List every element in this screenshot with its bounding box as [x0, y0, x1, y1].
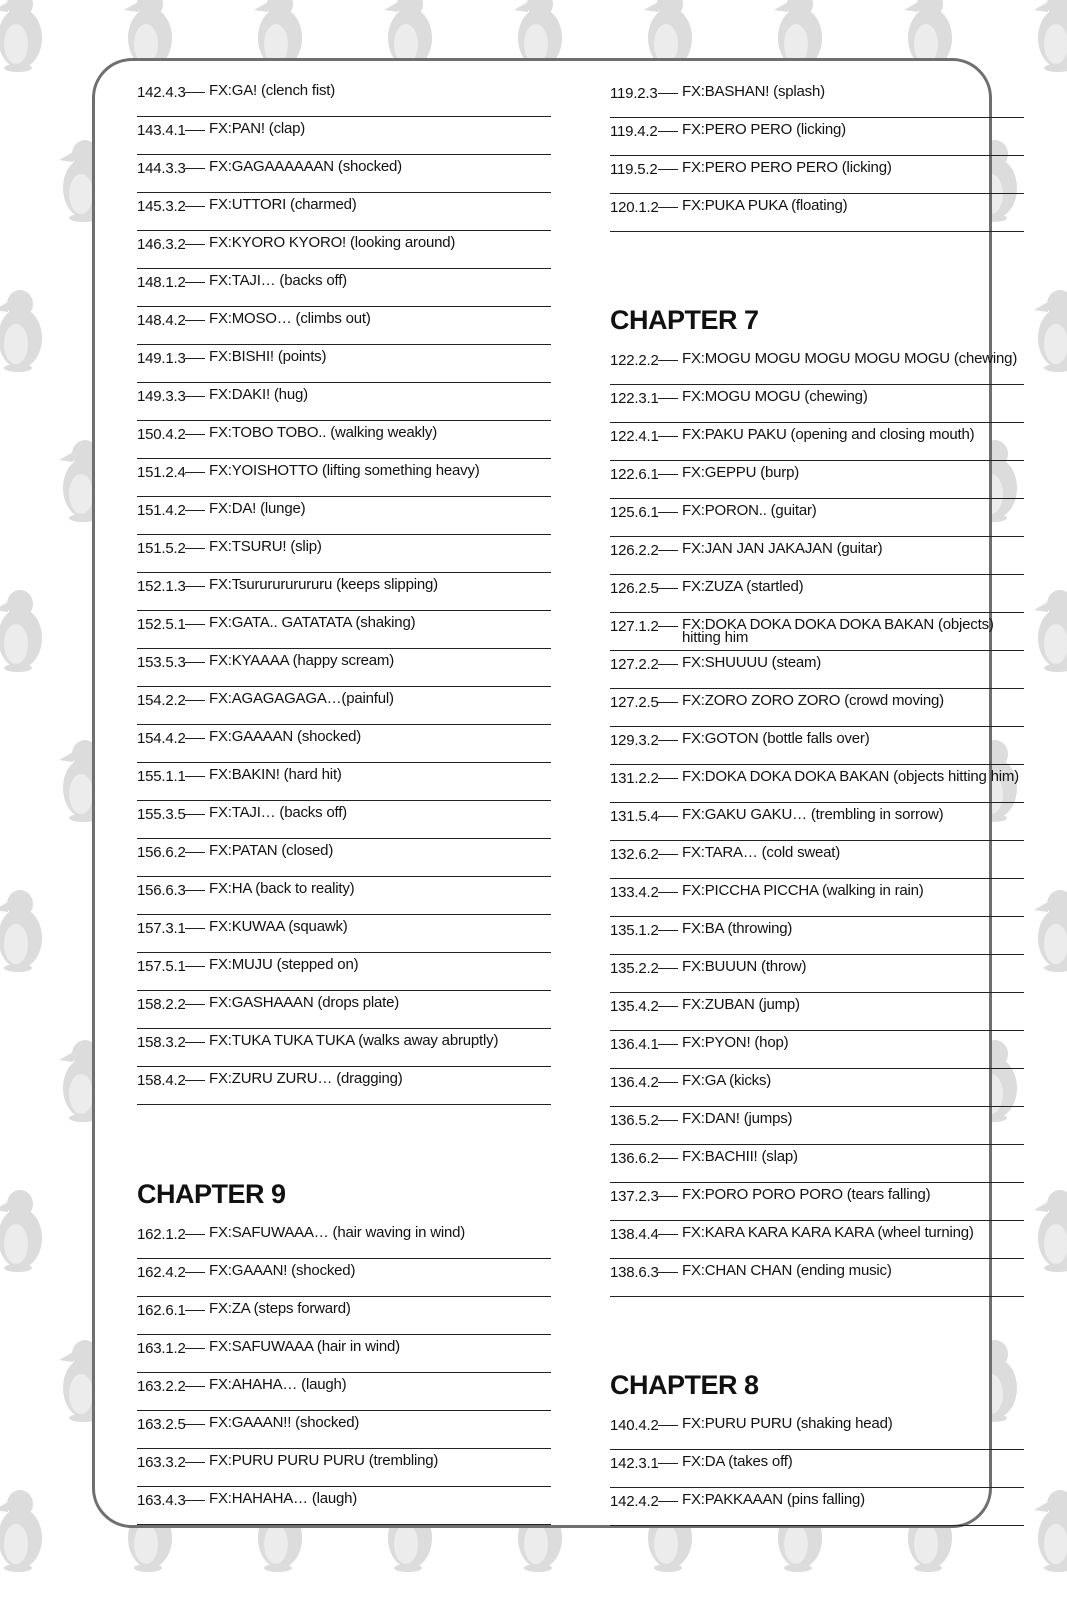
fx-entry [137, 307, 551, 345]
fx-entry [610, 765, 1024, 803]
penguin-silhouette-icon [0, 590, 42, 672]
entry-text: FX:BUUUN (throw) [682, 958, 807, 975]
entry-dash [658, 398, 678, 399]
entry-dash [185, 1310, 205, 1311]
fx-entry [610, 689, 1024, 727]
fx-entry [137, 1411, 551, 1449]
fx-entry [610, 1450, 1024, 1488]
entry-dash [185, 1348, 205, 1349]
fx-list-left-a [137, 79, 551, 1105]
fx-entry [137, 231, 551, 269]
entry-code: 162.4.2 [137, 1264, 186, 1281]
entry-dash [658, 588, 678, 589]
fx-entry [610, 347, 1024, 385]
fx-entry [137, 497, 551, 535]
entry-text: FX:GAKU GAKU… (trembling in sorrow) [682, 806, 944, 823]
entry-code: 154.2.2 [137, 692, 186, 709]
fx-entry [137, 1221, 551, 1259]
entry-code: 150.4.2 [137, 426, 186, 443]
entry-dash [185, 1004, 205, 1005]
entry-text: FX:GAAAAN (shocked) [209, 728, 362, 745]
fx-entry [610, 80, 1024, 118]
fx-entry [610, 613, 1024, 651]
fx-list-chapter-9 [137, 1221, 551, 1525]
entry-code: 144.3.3 [137, 160, 186, 177]
entry-code: 163.2.2 [137, 1378, 186, 1395]
fx-entry [610, 537, 1024, 575]
entry-code: 149.1.3 [137, 350, 186, 367]
penguin-silhouette-icon [1034, 890, 1067, 972]
entry-dash [185, 358, 205, 359]
fx-entry [137, 1029, 551, 1067]
fx-entry [137, 459, 551, 497]
fx-entry [137, 1297, 551, 1335]
entry-dash [185, 852, 205, 853]
entry-text: FX:TAJI… (backs off) [209, 272, 347, 289]
penguin-silhouette-icon [0, 1490, 42, 1572]
entry-code: 152.5.1 [137, 616, 186, 633]
entry-code: 138.6.3 [610, 1264, 659, 1281]
entry-dash [658, 436, 678, 437]
entry-code: 135.1.2 [610, 922, 659, 939]
entry-dash [185, 662, 205, 663]
fx-entry [610, 575, 1024, 613]
entry-text: FX:MUJU (stepped on) [209, 956, 359, 973]
entry-text: FX:PURU PURU PURU (trembling) [209, 1452, 439, 1469]
entry-code: 138.4.4 [610, 1226, 659, 1243]
entry-code: 137.2.3 [610, 1188, 659, 1205]
entry-code: 162.1.2 [137, 1226, 186, 1243]
penguin-silhouette-icon [1034, 1490, 1067, 1572]
entry-code: 163.3.2 [137, 1454, 186, 1471]
entry-text: FX:GAAAN! (shocked) [209, 1262, 356, 1279]
entry-text: FX:Tsururururururu (keeps slipping) [209, 576, 438, 593]
entry-code: 142.4.2 [610, 1493, 659, 1510]
penguin-silhouette-icon [0, 890, 42, 972]
entry-text: FX:ZURU ZURU… (dragging) [209, 1070, 403, 1087]
entry-dash [185, 244, 205, 245]
fx-entry [137, 1067, 551, 1105]
entry-dash [658, 1501, 678, 1502]
entry-dash [185, 700, 205, 701]
entry-code: 158.2.2 [137, 996, 186, 1013]
entry-dash [185, 206, 205, 207]
entry-dash [185, 1500, 205, 1501]
entry-text: FX:DOKA DOKA DOKA BAKAN (objects hitting him) [682, 768, 1019, 785]
entry-text: FX:PYON! (hop) [682, 1034, 789, 1051]
entry-code: 119.2.3 [610, 85, 658, 102]
entry-dash [185, 814, 205, 815]
entry-text: FX:TSURU! (slip) [209, 538, 322, 555]
entry-code: 143.4.1 [137, 122, 186, 139]
entry-dash [658, 930, 678, 931]
entry-code: 127.2.5 [610, 694, 659, 711]
entry-dash [658, 474, 678, 475]
left-column [137, 79, 551, 1525]
entry-text: FX:GA (kicks) [682, 1072, 772, 1089]
entry-dash [658, 740, 678, 741]
entry-code: 125.6.1 [610, 504, 659, 521]
entry-text: FX:GEPPU (burp) [682, 464, 800, 481]
entry-code: 154.4.2 [137, 730, 186, 747]
entry-text: FX:HA (back to reality) [209, 880, 355, 897]
entry-text: FX:TAJI… (backs off) [209, 804, 347, 821]
fx-entry [610, 1221, 1024, 1259]
fx-entry [137, 611, 551, 649]
entry-dash [658, 1006, 678, 1007]
penguin-silhouette-icon [0, 1190, 42, 1272]
fx-entry [610, 1107, 1024, 1145]
entry-dash [658, 1234, 678, 1235]
fx-entry [610, 993, 1024, 1031]
entry-text: FX:DA (takes off) [682, 1453, 793, 1470]
chapter-8-heading: CHAPTER 8 [610, 1370, 759, 1400]
entry-text: FX:UTTORI (charmed) [209, 196, 357, 213]
entry-dash [658, 1463, 678, 1464]
penguin-silhouette-icon [1034, 1190, 1067, 1272]
fx-entry [137, 117, 551, 155]
entry-code: 149.3.3 [137, 388, 186, 405]
entry-text: FX:BAKIN! (hard hit) [209, 766, 342, 783]
entry-code: 158.3.2 [137, 1034, 186, 1051]
entry-text: FX:DAKI! (hug) [209, 386, 308, 403]
entry-text: FX:SAFUWAAA… (hair waving in wind) [209, 1224, 466, 1241]
entry-dash [658, 1044, 678, 1045]
entry-dash [185, 1424, 205, 1425]
entry-text: FX:CHAN CHAN (ending music) [682, 1262, 892, 1279]
entry-dash [185, 1272, 205, 1273]
entry-code: 131.5.4 [610, 808, 659, 825]
penguin-silhouette-icon [0, 0, 42, 72]
entry-dash [658, 131, 678, 132]
entry-code: 133.4.2 [610, 884, 659, 901]
entry-code: 151.5.2 [137, 540, 186, 557]
entry-code: 135.4.2 [610, 998, 659, 1015]
entry-code: 155.1.1 [137, 768, 186, 785]
entry-text: FX:GAAAN!! (shocked) [209, 1414, 360, 1431]
entry-code: 135.2.2 [610, 960, 659, 977]
entry-code: 127.1.2 [610, 618, 659, 635]
entry-text: FX:AHAHA… (laugh) [209, 1376, 347, 1393]
entry-code: 163.4.3 [137, 1492, 186, 1509]
entry-code: 151.4.2 [137, 502, 186, 519]
entry-code: 119.4.2 [610, 123, 658, 140]
entry-text: FX:ZA (steps forward) [209, 1300, 351, 1317]
penguin-silhouette-icon [1034, 0, 1067, 72]
fx-entry [610, 1145, 1024, 1183]
fx-entry [137, 839, 551, 877]
entry-code: 142.3.1 [610, 1455, 659, 1472]
fx-entry [610, 879, 1024, 917]
entry-dash [185, 396, 205, 397]
fx-entry [610, 118, 1024, 156]
fx-entry [610, 651, 1024, 689]
chapter-9-heading: CHAPTER 9 [137, 1179, 286, 1209]
entry-text: FX:PERO PERO (licking) [682, 121, 846, 138]
entry-text: FX:PURU PURU (shaking head) [682, 1415, 893, 1432]
fx-entry [610, 156, 1024, 194]
fx-entry [137, 1259, 551, 1297]
entry-code: 142.4.3 [137, 84, 186, 101]
fx-entry [610, 385, 1024, 423]
entry-code: 126.2.5 [610, 580, 659, 597]
entry-dash [658, 854, 678, 855]
entry-code: 122.6.1 [610, 466, 659, 483]
fx-entry [137, 1449, 551, 1487]
entry-code: 148.1.2 [137, 274, 186, 291]
entry-text: FX:MOSO… (climbs out) [209, 310, 371, 327]
entry-dash [185, 928, 205, 929]
entry-dash [658, 778, 678, 779]
entry-dash [185, 510, 205, 511]
entry-code: 151.2.4 [137, 464, 186, 481]
fx-entry [137, 1373, 551, 1411]
entry-text: FX:BASHAN! (splash) [682, 83, 825, 100]
entry-dash [658, 512, 678, 513]
fx-entry [137, 801, 551, 839]
entry-dash [658, 892, 678, 893]
entry-text: FX:DAN! (jumps) [682, 1110, 793, 1127]
chapter-7-heading: CHAPTER 7 [610, 305, 759, 335]
entry-text: FX:DOKA DOKA DOKA DOKA BAKAN (objects) hitting him [682, 616, 994, 646]
fx-entry [610, 841, 1024, 879]
fx-list-chapter-7 [610, 347, 1024, 1297]
entry-dash [658, 816, 678, 817]
entry-code: 122.3.1 [610, 390, 659, 407]
fx-entry [137, 953, 551, 991]
fx-entry [137, 725, 551, 763]
entry-code: 136.5.2 [610, 1112, 659, 1129]
entry-text: FX:TARA… (cold sweat) [682, 844, 841, 861]
entry-dash [658, 1082, 678, 1083]
fx-entry [137, 763, 551, 801]
entry-code: 146.3.2 [137, 236, 186, 253]
fx-entry [610, 727, 1024, 765]
fx-entry [137, 535, 551, 573]
entry-code: 163.2.5 [137, 1416, 186, 1433]
entry-dash [185, 472, 205, 473]
entry-dash [185, 890, 205, 891]
entry-code: 136.6.2 [610, 1150, 659, 1167]
entry-code: 157.5.1 [137, 958, 186, 975]
entry-text: FX:YOISHOTTO (lifting something heavy) [209, 462, 480, 479]
entry-text: FX:KYORO KYORO! (looking around) [209, 234, 456, 251]
entry-code: 126.2.2 [610, 542, 659, 559]
entry-code: 129.3.2 [610, 732, 659, 749]
entry-dash [185, 1386, 205, 1387]
entry-dash [658, 1158, 678, 1159]
entry-code: 145.3.2 [137, 198, 186, 215]
entry-dash [658, 968, 678, 969]
entry-text: FX:GATA.. GATATATA (shaking) [209, 614, 416, 631]
entry-code: 163.1.2 [137, 1340, 186, 1357]
entry-text: FX:PICCHA PICCHA (walking in rain) [682, 882, 924, 899]
entry-text: FX:SHUUUU (steam) [682, 654, 822, 671]
entry-code: 157.3.1 [137, 920, 186, 937]
entry-dash [185, 966, 205, 967]
fx-entry [137, 991, 551, 1029]
entry-code: 122.2.2 [610, 352, 659, 369]
entry-dash [185, 1462, 205, 1463]
entry-dash [658, 1272, 678, 1273]
fx-entry [137, 649, 551, 687]
entry-text: FX:GAGAAAAAAN (shocked) [209, 158, 402, 175]
entry-dash [185, 1042, 205, 1043]
entry-text: FX:JAN JAN JAKAJAN (guitar) [682, 540, 883, 557]
entry-code: 136.4.2 [610, 1074, 659, 1091]
entry-dash [185, 1234, 205, 1235]
right-column [610, 80, 1024, 1526]
entry-text: FX:AGAGAGAGA…(painful) [209, 690, 394, 707]
fx-entry [610, 803, 1024, 841]
fx-entry [610, 1412, 1024, 1450]
entry-dash [658, 207, 678, 208]
fx-entry [610, 1259, 1024, 1297]
entry-text: FX:GASHAAAN (drops plate) [209, 994, 400, 1011]
entry-dash [658, 93, 678, 94]
entry-code: 156.6.3 [137, 882, 186, 899]
fx-entry [137, 155, 551, 193]
entry-text: FX:PORON.. (guitar) [682, 502, 817, 519]
fx-list-right-a [610, 80, 1024, 232]
entry-text: FX:PERO PERO PERO (licking) [682, 159, 892, 176]
entry-text: FX:KUWAA (squawk) [209, 918, 348, 935]
entry-text: FX:MOGU MOGU MOGU MOGU MOGU (chewing) [682, 350, 1018, 367]
entry-text: FX:DA! (lunge) [209, 500, 306, 517]
fx-entry [137, 1335, 551, 1373]
entry-dash [658, 360, 678, 361]
entry-dash [185, 168, 205, 169]
fx-entry [137, 877, 551, 915]
entry-text: FX:PAKU PAKU (opening and closing mouth) [682, 426, 975, 443]
entry-code: 136.4.1 [610, 1036, 659, 1053]
entry-text: FX:KARA KARA KARA KARA (wheel turning) [682, 1224, 974, 1241]
entry-text: FX:BA (throwing) [682, 920, 793, 937]
entry-dash [658, 550, 678, 551]
entry-code: 132.6.2 [610, 846, 659, 863]
penguin-silhouette-icon [0, 290, 42, 372]
entry-text: FX:PORO PORO PORO (tears falling) [682, 1186, 931, 1203]
fx-entry [137, 269, 551, 307]
entry-dash [185, 434, 205, 435]
fx-entry [610, 1069, 1024, 1107]
entry-text: FX:ZUBAN (jump) [682, 996, 800, 1013]
entry-dash [658, 664, 678, 665]
entry-text: FX:PATAN (closed) [209, 842, 334, 859]
entry-text: FX:TOBO TOBO.. (walking weakly) [209, 424, 438, 441]
fx-list-chapter-8 [610, 1412, 1024, 1526]
entry-dash [185, 586, 205, 587]
entry-code: 162.6.1 [137, 1302, 186, 1319]
entry-dash [658, 1120, 678, 1121]
entry-dash [658, 1196, 678, 1197]
entry-dash [658, 169, 678, 170]
entry-code: 148.4.2 [137, 312, 186, 329]
entry-code: 158.4.2 [137, 1072, 186, 1089]
fx-entry [137, 79, 551, 117]
entry-dash [658, 702, 678, 703]
entry-dash [185, 776, 205, 777]
entry-code: 127.2.2 [610, 656, 659, 673]
fx-entry [137, 383, 551, 421]
entry-dash [185, 320, 205, 321]
entry-text: FX:GA! (clench fist) [209, 82, 336, 99]
fx-entry [610, 461, 1024, 499]
entry-text: FX:PAN! (clap) [209, 120, 306, 137]
fx-entry [137, 573, 551, 611]
fx-entry [137, 421, 551, 459]
entry-text: FX:ZUZA (startled) [682, 578, 804, 595]
entry-code: 120.1.2 [610, 199, 659, 216]
entry-text: FX:GOTON (bottle falls over) [682, 730, 870, 747]
entry-dash [185, 738, 205, 739]
fx-entry [610, 1488, 1024, 1526]
entry-text: FX:KYAAAA (happy scream) [209, 652, 394, 669]
entry-text: FX:PUKA PUKA (floating) [682, 197, 848, 214]
fx-entry [137, 345, 551, 383]
entry-code: 153.5.3 [137, 654, 186, 671]
entry-code: 140.4.2 [610, 1417, 659, 1434]
entry-text: FX:TUKA TUKA TUKA (walks away abruptly) [209, 1032, 499, 1049]
fx-entry [610, 499, 1024, 537]
entry-text: FX:PAKKAAAN (pins falling) [682, 1491, 865, 1508]
entry-text: FX:BISHI! (points) [209, 348, 327, 365]
fx-entry [610, 194, 1024, 232]
entry-dash [185, 548, 205, 549]
penguin-silhouette-icon [1034, 290, 1067, 372]
entry-code: 131.2.2 [610, 770, 659, 787]
fx-entry [610, 1183, 1024, 1221]
fx-entry [137, 687, 551, 725]
entry-text: FX:ZORO ZORO ZORO (crowd moving) [682, 692, 944, 709]
fx-entry [610, 917, 1024, 955]
fx-entry [610, 1031, 1024, 1069]
entry-text: FX:HAHAHA… (laugh) [209, 1490, 358, 1507]
entry-dash [185, 282, 205, 283]
entry-text: FX:MOGU MOGU (chewing) [682, 388, 868, 405]
entry-code: 122.4.1 [610, 428, 659, 445]
fx-entry [610, 955, 1024, 993]
entry-dash [185, 130, 205, 131]
entry-code: 152.1.3 [137, 578, 186, 595]
fx-entry [610, 423, 1024, 461]
entry-dash [185, 1080, 205, 1081]
entry-code: 155.3.5 [137, 806, 186, 823]
entry-dash [185, 624, 205, 625]
penguin-silhouette-icon [1034, 590, 1067, 672]
entry-dash [658, 626, 678, 627]
entry-text: FX:BACHII! (slap) [682, 1148, 798, 1165]
fx-entry [137, 915, 551, 953]
entry-text: FX:SAFUWAAA (hair in wind) [209, 1338, 400, 1355]
entry-dash [185, 92, 205, 93]
entry-dash [658, 1425, 678, 1426]
entry-code: 119.5.2 [610, 161, 658, 178]
fx-entry [137, 1487, 551, 1525]
fx-entry [137, 193, 551, 231]
entry-code: 156.6.2 [137, 844, 186, 861]
